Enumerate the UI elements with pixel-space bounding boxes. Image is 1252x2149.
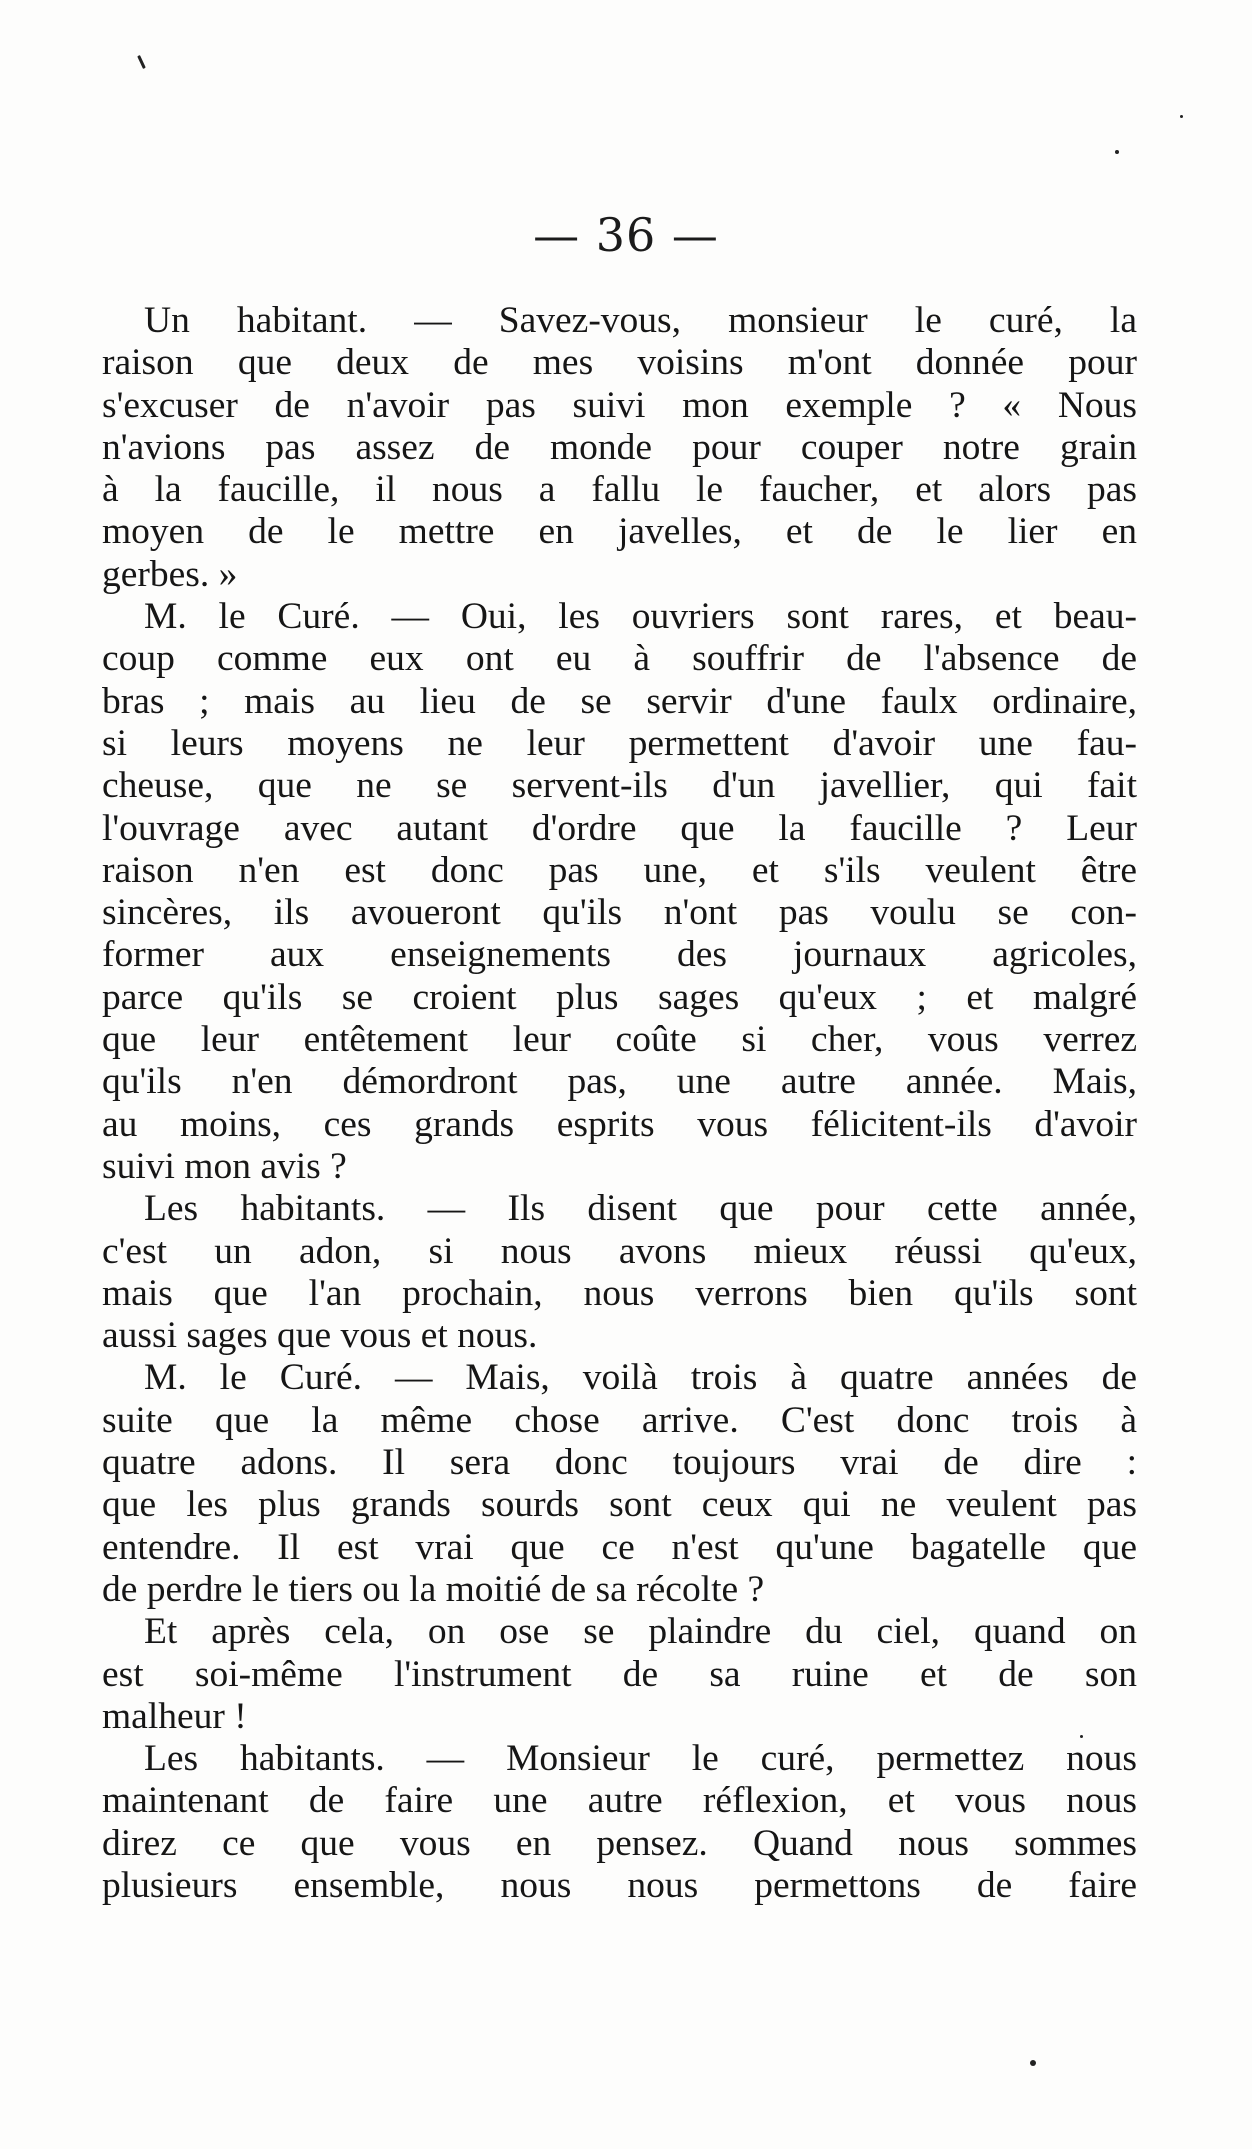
text-line: moyen de le mettre en javelles, et de le lier en: [102, 511, 1137, 553]
text-line: quatre adons. Il sera donc toujours vrai de dire :: [102, 1442, 1137, 1484]
ink-speck: [1030, 2060, 1036, 2066]
text-line: n'avions pas assez de monde pour couper notre grain: [102, 426, 1137, 468]
text-line: Les habitants. — Ils disent que pour cette année,: [144, 1188, 1137, 1230]
text-line: plusieurs ensemble, nous nous permettons de faire: [102, 1864, 1137, 1906]
text-line: M. le Curé. — Oui, les ouvriers sont rares, et beau-: [144, 596, 1137, 638]
text-line: Les habitants. — Monsieur le curé, permettez nous: [144, 1738, 1137, 1780]
text-line: raison n'en est donc pas une, et s'ils veulent être: [102, 849, 1137, 891]
text-line: coup comme eux ont eu à souffrir de l'absence de: [102, 638, 1137, 680]
text-line: Et après cela, on ose se plaindre du ciel, quand on: [144, 1611, 1137, 1653]
text-line: que les plus grands sourds sont ceux qui ne veulent pas: [102, 1484, 1137, 1526]
ink-speck: [1115, 150, 1119, 154]
text-line: que leur entêtement leur coûte si cher, vous verrez: [102, 1019, 1137, 1061]
ink-speck: [1180, 115, 1183, 118]
text-line: à la faucille, il nous a fallu le faucher, et alors pas: [102, 469, 1137, 511]
text-line: au moins, ces grands esprits vous félicitent-ils d'avoir: [102, 1103, 1137, 1145]
text-line: M. le Curé. — Mais, voilà trois à quatre années de: [144, 1357, 1137, 1399]
text-line: de perdre le tiers ou la moitié de sa récolte ?: [102, 1568, 765, 1610]
text-line: suite que la même chose arrive. C'est donc trois à: [102, 1399, 1137, 1441]
text-line: est soi-même l'instrument de sa ruine et de son: [102, 1653, 1137, 1695]
text-line: cheuse, que ne se servent-ils d'un javellier, qui fait: [102, 765, 1137, 807]
text-line: qu'ils n'en démordront pas, une autre année. Mais,: [102, 1061, 1137, 1103]
text-line: Un habitant. — Savez-vous, monsieur le curé, la: [144, 300, 1137, 341]
text-line: l'ouvrage avec autant d'ordre que la faucille ? Leur: [102, 807, 1137, 849]
text-line: c'est un adon, si nous avons mieux réussi qu'eux,: [102, 1230, 1137, 1272]
text-line: malheur !: [102, 1695, 247, 1737]
text-line: sincères, ils avoueront qu'ils n'ont pas voulu se con-: [102, 892, 1137, 934]
text-line: direz ce que vous en pensez. Quand nous sommes: [102, 1822, 1137, 1864]
body-text: [102, 300, 1137, 1907]
text-line: raison que deux de mes voisins m'ont donnée pour: [102, 342, 1137, 384]
text-line: suivi mon avis ?: [102, 1145, 347, 1187]
text-line: maintenant de faire une autre réflexion, et vous nous: [102, 1780, 1137, 1822]
text-line: gerbes. »: [102, 553, 238, 595]
page-number: — 36 —: [533, 208, 719, 262]
text-line: mais que l'an prochain, nous verrons bien qu'ils sont: [102, 1272, 1137, 1314]
ink-speck: [137, 55, 146, 69]
text-line: si leurs moyens ne leur permettent d'avoir une fau-: [102, 722, 1137, 764]
text-line: aussi sages que vous et nous.: [102, 1315, 538, 1357]
text-line: parce qu'ils se croient plus sages qu'eux ; et malgré: [102, 976, 1137, 1018]
text-line: s'excuser de n'avoir pas suivi mon exemple ? « Nous: [102, 384, 1137, 426]
text-line: bras ; mais au lieu de se servir d'une faulx ordinaire,: [102, 680, 1137, 722]
text-line: entendre. Il est vrai que ce n'est qu'une bagatelle que: [102, 1526, 1137, 1568]
text-line: former aux enseignements des journaux agricoles,: [102, 934, 1137, 976]
